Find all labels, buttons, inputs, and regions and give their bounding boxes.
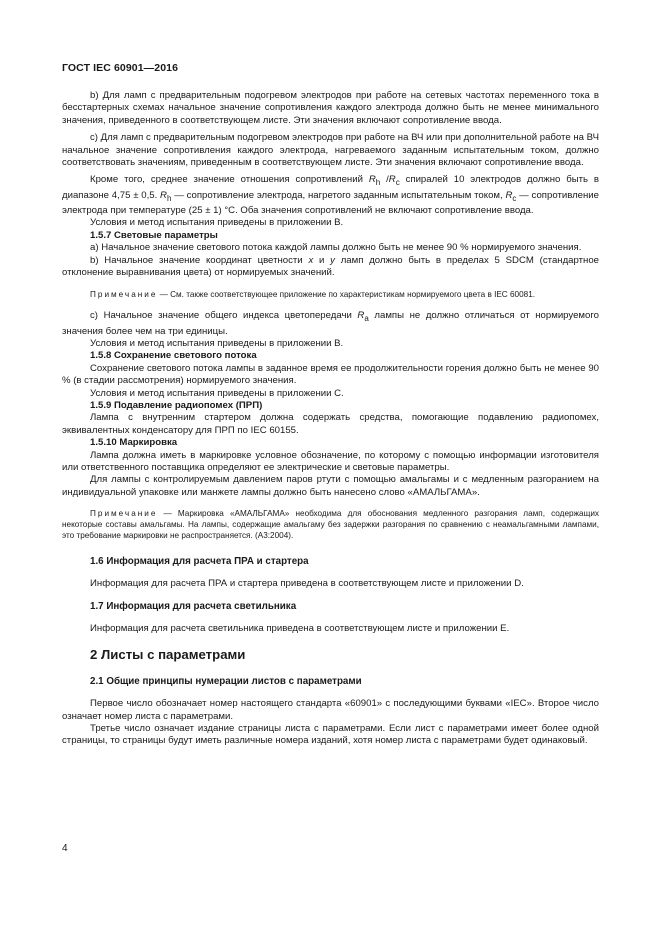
paragraph-17: Информация для расчета светильника приведена в соответствующем листе и приложении Е.: [90, 622, 510, 634]
paragraph-21b: Третье число означает издание страницы листа с параметрами. Если лист с параметрами имеет более одной страницы, то страницы будут иметь различные номера изданий, хотя номер листа с параметрами будет одинаковый.: [62, 722, 599, 747]
section-heading-1-5-9: 1.5.9 Подавление радиопомех (ПРП): [90, 400, 263, 412]
note-2: Примечание — Маркировка «АМАЛЬГАМА» необходима для обоснования медленного разгорания ламп, содержащих некоторые составы амальгамы. На лампы, содержащие амальгаму без задержки разгорания по сравнению с неамальгамными лампами, это требование маркировки не распространяется. (А3:2004).: [62, 509, 599, 540]
section-heading-1-7: 1.7 Информация для расчета светильника: [90, 600, 297, 612]
document-body: [62, 90, 599, 748]
paragraph-test-conditions-c: Условия и метод испытания приведены в приложении С.: [90, 387, 344, 399]
paragraph-157a: а) Начальное значение светового потока каждой лампы должно быть не менее 90 % нормируемого значения.: [90, 242, 582, 254]
section-heading-1-5-8: 1.5.8 Сохранение светового потока: [90, 350, 257, 362]
section-heading-1-5-10: 1.5.10 Маркировка: [90, 437, 178, 449]
paragraph-158: Сохранение светового потока лампы в заданное время ее продолжительности горения должно быть не менее 90 % (в стадии рассмотрения) нормируемого значения.: [62, 362, 599, 387]
paragraph-16: Информация для расчета ПРА и стартера приведена в соответствующем листе и приложении D.: [90, 578, 524, 590]
paragraph-159: Лампа с внутренним стартером должна содержать средства, помогающие подавлению радиопомех, эквивалентных конденсатору для ПРП по IEC 60155.: [62, 412, 599, 436]
section-heading-1-5-7: 1.5.7 Световые параметры: [90, 229, 218, 241]
section-heading-1-6: 1.6 Информация для расчета ПРА и стартера: [90, 555, 309, 567]
page-number: 4: [62, 843, 68, 854]
paragraph-b-electrode: b) Для ламп с предварительным подогревом электродов при работе на сетевых частотах переменного тока в бесстартерных схемах начальное значение сопротивления каждого электрода должно быть не менее минимального значения, приведенного в соответствующем листе. Эти значения включают сопротивление ввода.: [62, 90, 599, 126]
paragraph-1510b: Для лампы с контролируемым давлением паров ртути с помощью амальгамы и с медленным разгоранием на индивидуальной упаковке или манжете лампы должно быть нанесено слово «АМАЛЬГАМА».: [62, 474, 599, 498]
paragraph-157c: с) Начальное значение общего индекса цветопередачи $R_a$ лампы не должно отличаться от нормируемого значения более чем на три единицы.: [62, 310, 599, 337]
paragraph-1510a: Лампа должна иметь в маркировке условное обозначение, по которому с помощью информации изготовителя или ответственного поставщика определяют ее электрические и световые параметры.: [62, 449, 599, 474]
paragraph-157b: b) Начальное значение координат цветности x и y ламп должно быть в пределах 5 SDCM (стандартное отклонение выравнивания цвета) от нормируемых значений.: [62, 254, 599, 279]
paragraph-resistance-ratio: Кроме того, среднее значение отношения сопротивлений $R_h$ $/R_c$ спиралей 10 электродов должно быть в диапазоне 4,75 ± 0,5. $R_h$ — сопротивление электрода, нагретого заданным испытательным током, $R_c$ — сопротивление электрода при температуре (25 ± 1) °С. Оба значения сопротивлений не включают сопротивление ввода.: [62, 174, 599, 217]
paragraph-test-conditions-b1: Условия и метод испытания приведены в приложении В.: [90, 217, 344, 229]
document-header: ГОСТ IEC 60901—2016: [62, 62, 179, 74]
paragraph-21a: Первое число обозначает номер настоящего стандарта «60901» с последующими буквами «IEC». Второе число означает номер листа с параметрами.: [62, 698, 599, 722]
paragraph-c-electrode: с) Для ламп с предварительным подогревом электродов при работе на ВЧ или при дополнительной работе на ВЧ начальное значение сопротивления каждого электрода, нагреваемого заданным испытательным током, должно соответствовать значениям, приведенным в соответствующем листе. Эти значения включают сопротивление ввода.: [62, 132, 599, 169]
paragraph-test-conditions-b2: Условия и метод испытания приведены в приложении В.: [90, 338, 344, 350]
section-heading-2-1: 2.1 Общие принципы нумерации листов с параметрами: [90, 675, 362, 687]
section-heading-2: 2 Листы с параметрами: [90, 647, 246, 663]
note-1: Примечание — См. также соответствующее приложение по характеристикам нормируемого цвета в IEC 60081.: [90, 289, 536, 299]
